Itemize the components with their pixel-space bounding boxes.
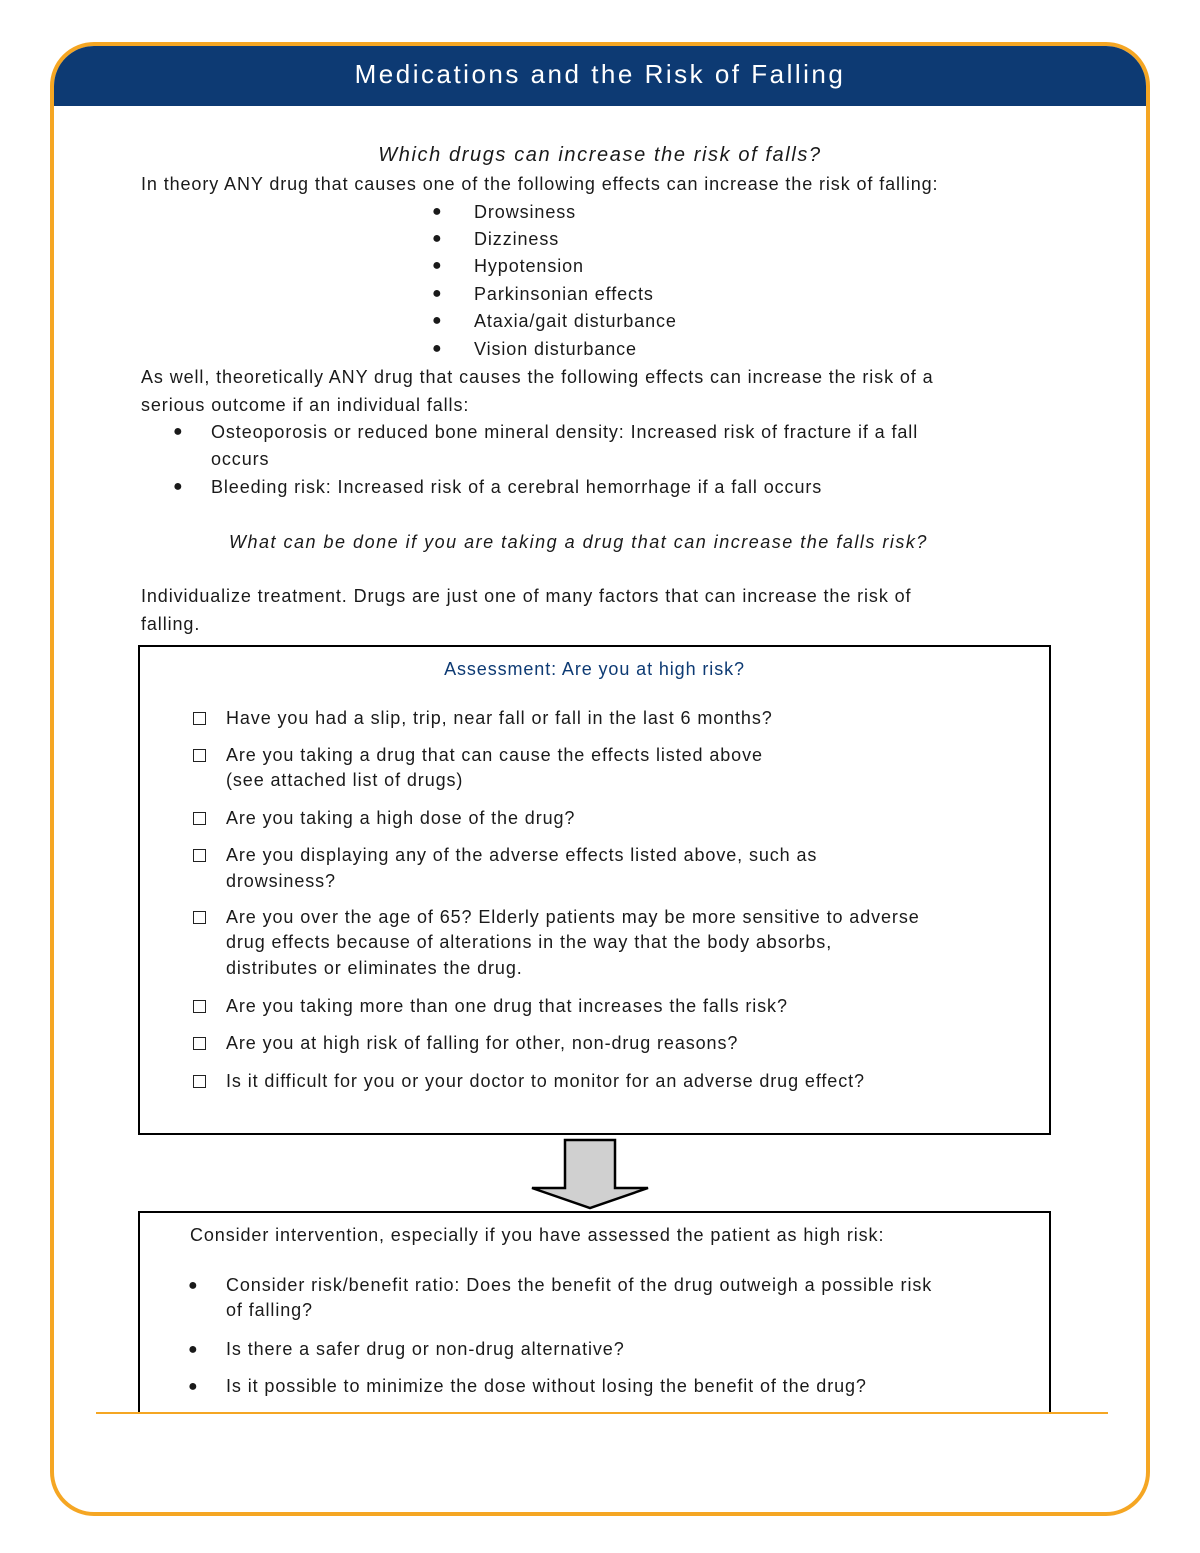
checkbox[interactable] bbox=[193, 712, 206, 725]
question-which-drugs: Which drugs can increase the risk of falls? bbox=[378, 144, 822, 166]
checklist-item-cont: drowsiness? bbox=[226, 871, 336, 891]
bullet-icon: ● bbox=[173, 478, 183, 495]
answer-text: Individualize treatment. Drugs are just one of many factors that can increase the risk of bbox=[141, 586, 912, 606]
checklist-item: Are you taking a high dose of the drug? bbox=[226, 808, 576, 828]
checklist-item-cont: (see attached list of drugs) bbox=[226, 770, 464, 790]
bullet-icon: ● bbox=[432, 257, 442, 274]
checklist-item: Are you taking more than one drug that increases the falls risk? bbox=[226, 996, 788, 1016]
serious-item: Bleeding risk: Increased risk of a cerebral hemorrhage if a fall occurs bbox=[211, 477, 823, 497]
bullet-icon: ● bbox=[173, 423, 183, 440]
checkbox[interactable] bbox=[193, 1037, 206, 1050]
checklist-item: Are you over the age of 65? Elderly patients may be more sensitive to adverse bbox=[226, 907, 920, 927]
checklist-item-cont: drug effects because of alterations in the way that the body absorbs, bbox=[226, 932, 833, 952]
intro-text: In theory ANY drug that causes one of the following effects can increase the risk of falling: bbox=[141, 174, 939, 194]
bullet-icon: ● bbox=[188, 1277, 198, 1294]
checklist-item: Are you displaying any of the adverse effects listed above, such as bbox=[226, 845, 818, 865]
effect-label: Vision disturbance bbox=[474, 339, 637, 359]
bullet-icon: ● bbox=[432, 340, 442, 357]
bullet-icon: ● bbox=[432, 230, 442, 247]
checkbox[interactable] bbox=[193, 911, 206, 924]
down-arrow-icon bbox=[528, 1138, 652, 1210]
bullet-icon: ● bbox=[188, 1341, 198, 1358]
checklist-item: Have you had a slip, trip, near fall or fall in the last 6 months? bbox=[226, 708, 773, 728]
intervention-item: Is there a safer drug or non-drug alternative? bbox=[226, 1339, 625, 1359]
checklist-item: Are you at high risk of falling for other, non-drug reasons? bbox=[226, 1033, 739, 1053]
effect-label: Parkinsonian effects bbox=[474, 284, 654, 304]
serious-outcome-text-cont: serious outcome if an individual falls: bbox=[141, 395, 470, 415]
intervention-item: Is it possible to minimize the dose without losing the benefit of the drug? bbox=[226, 1376, 867, 1396]
footer-divider bbox=[96, 1412, 1108, 1414]
checkbox[interactable] bbox=[193, 1075, 206, 1088]
bullet-icon: ● bbox=[432, 203, 442, 220]
intervention-intro: Consider intervention, especially if you have assessed the patient as high risk: bbox=[190, 1225, 885, 1245]
page-title: Medications and the Risk of Falling bbox=[354, 59, 846, 89]
effect-label: Hypotension bbox=[474, 256, 584, 276]
question-what-can-be-done: What can be done if you are taking a drug that can increase the falls risk? bbox=[229, 532, 928, 552]
serious-item-cont: occurs bbox=[211, 449, 270, 469]
assessment-title: Assessment: Are you at high risk? bbox=[444, 659, 745, 679]
checklist-item: Is it difficult for you or your doctor to monitor for an adverse drug effect? bbox=[226, 1071, 865, 1091]
intervention-item: Consider risk/benefit ratio: Does the benefit of the drug outweigh a possible risk bbox=[226, 1275, 933, 1295]
effect-label: Ataxia/gait disturbance bbox=[474, 311, 677, 331]
serious-item: Osteoporosis or reduced bone mineral density: Increased risk of fracture if a fall bbox=[211, 422, 919, 442]
checkbox[interactable] bbox=[193, 812, 206, 825]
checklist-item: Are you taking a drug that can cause the effects listed above bbox=[226, 745, 763, 765]
checkbox[interactable] bbox=[193, 849, 206, 862]
checkbox[interactable] bbox=[193, 1000, 206, 1013]
checklist-item-cont: distributes or eliminates the drug. bbox=[226, 958, 523, 978]
bullet-icon: ● bbox=[432, 285, 442, 302]
serious-outcome-text: As well, theoretically ANY drug that causes the following effects can increase the risk of a bbox=[141, 367, 934, 387]
checkbox[interactable] bbox=[193, 749, 206, 762]
bullet-icon: ● bbox=[188, 1378, 198, 1395]
answer-text-cont: falling. bbox=[141, 614, 201, 634]
effect-label: Drowsiness bbox=[474, 202, 577, 222]
title-banner bbox=[54, 46, 1146, 106]
bullet-icon: ● bbox=[432, 312, 442, 329]
intervention-item-cont: of falling? bbox=[226, 1300, 313, 1320]
effect-label: Dizziness bbox=[474, 229, 560, 249]
